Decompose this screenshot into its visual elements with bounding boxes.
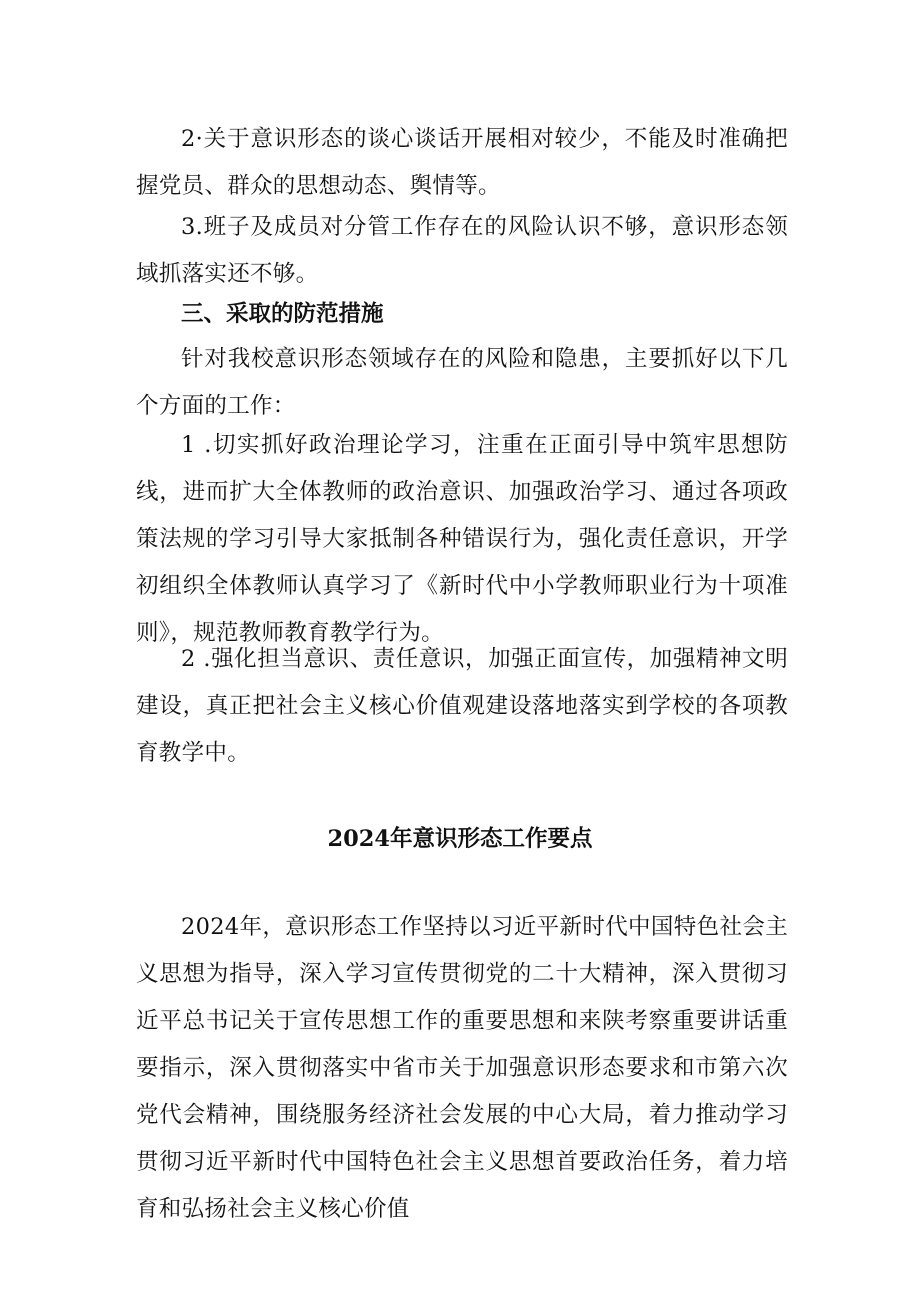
paragraph-item-2: 2·关于意识形态的谈心谈话开展相对较少，不能及时准确把握党员、群众的思想动态、舆情等。 xyxy=(136,126,788,199)
section-heading-measures: 三、采取的防范措施 xyxy=(181,301,384,327)
paragraph-work-points: 2024年，意识形态工作坚持以习近平新时代中国特色社会主义思想为指导，深入学习宣传贯彻党的二十大精神，深入贯彻习近平总书记关于宣传思想工作的重要思想和来陕考察重要讲话重要指示，深入贯彻落实中省市关于加强意识形态要求和市第六次党代会精神，围绕服务经济社会发展的中心大局，着力推动学习贯彻习近平新时代中国特色社会主义思想首要政治任务，着力培育和弘扬社会主义核心价值 xyxy=(136,914,788,1222)
paragraph-measure-2: 2 .强化担当意识、责任意识，加强正面宣传，加强精神文明建设，真正把社会主义核心价值观建设落地落实到学校的各项教育教学中。 xyxy=(136,646,788,766)
paragraph-measure-1: 1 .切实抓好政治理论学习，注重在正面引导中筑牢思想防线，进而扩大全体教师的政治意识、加强政治学习、通过各项政策法规的学习引导大家抵制各种错误行为，强化责任意识，开学初组织全体教师认真学习了《新时代中小学教师职业行为十项准则》，规范教师教育教学行为。 xyxy=(136,432,788,646)
document-title: 2024年意识形态工作要点 xyxy=(327,826,593,852)
paragraph-item-3: 3.班子及成员对分管工作存在的风险认识不够，意识形态领域抓落实还不够。 xyxy=(136,214,788,287)
paragraph-measures-intro: 针对我校意识形态领域存在的风险和隐患，主要抓好以下几个方面的工作： xyxy=(136,346,788,419)
